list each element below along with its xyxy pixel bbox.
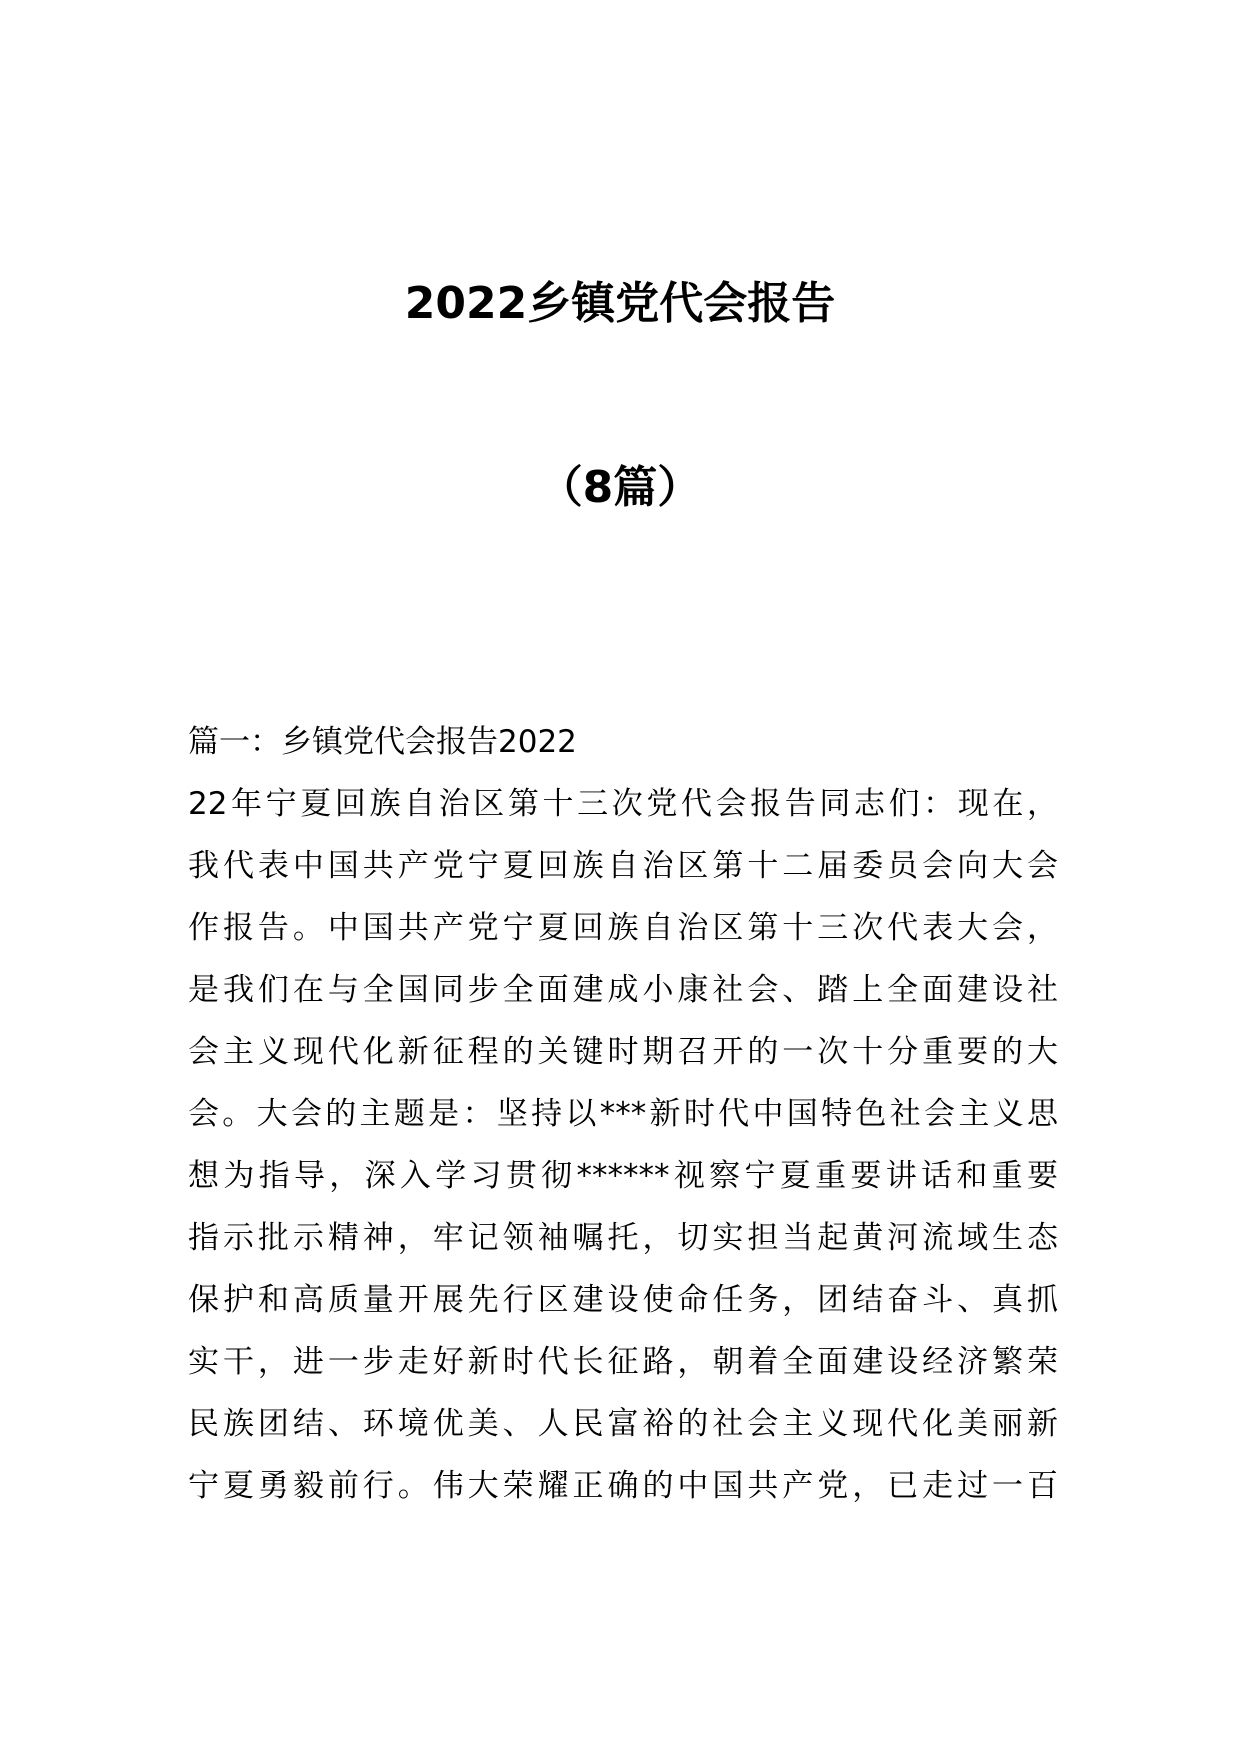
body-line: 想为指导，深入学习贯彻******视察宁夏重要讲话和重要	[188, 1158, 1058, 1194]
document-body	[188, 711, 1058, 1517]
body-line: 22年宁夏回族自治区第十三次党代会报告同志们：现在，	[188, 786, 1058, 822]
body-line: 我代表中国共产党宁夏回族自治区第十二届委员会向大会	[188, 848, 1058, 884]
body-line: 作报告。中国共产党宁夏回族自治区第十三次代表大会，	[188, 910, 1058, 946]
body-line: 实干，进一步走好新时代长征路，朝着全面建设经济繁荣	[188, 1344, 1058, 1380]
body-line: 会。大会的主题是：坚持以***新时代中国特色社会主义思	[188, 1096, 1058, 1132]
body-line: 会主义现代化新征程的关键时期召开的一次十分重要的大	[188, 1034, 1058, 1070]
document-subtitle: （8篇）	[538, 462, 702, 513]
body-line: 是我们在与全国同步全面建成小康社会、踏上全面建设社	[188, 972, 1058, 1008]
document-title: 2022乡镇党代会报告	[404, 278, 836, 329]
body-line: 民族团结、环境优美、人民富裕的社会主义现代化美丽新	[188, 1406, 1058, 1442]
body-line: 保护和高质量开展先行区建设使命任务，团结奋斗、真抓	[188, 1282, 1058, 1318]
body-line: 指示批示精神，牢记领袖嘱托，切实担当起黄河流域生态	[188, 1220, 1058, 1256]
section-heading: 篇一：乡镇党代会报告2022	[188, 724, 577, 760]
body-line: 宁夏勇毅前行。伟大荣耀正确的中国共产党，已走过一百	[188, 1468, 1058, 1504]
